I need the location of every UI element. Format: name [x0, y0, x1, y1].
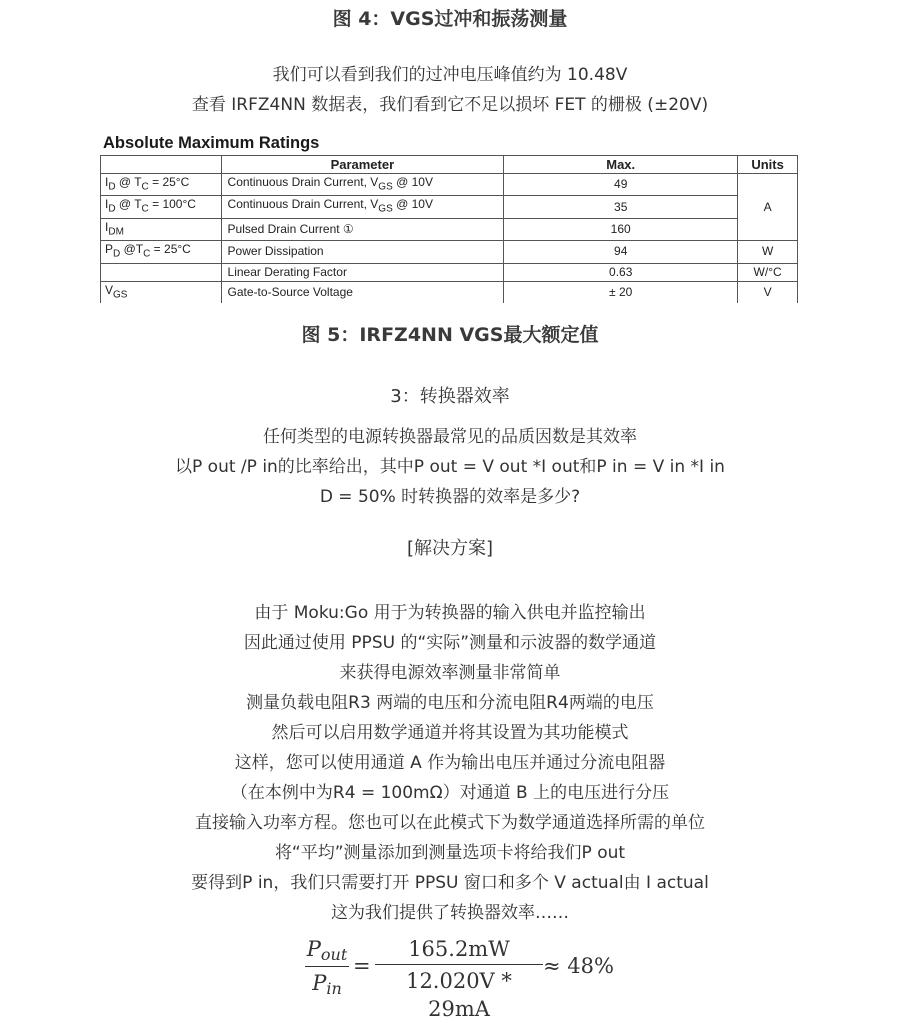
section-3-title: 3：转换器效率	[390, 386, 510, 407]
text-line: 以P out /P in的比率给出，其中P out = V out *I out和P in = V in *I in	[175, 457, 725, 477]
parameter-cell: Linear Derating Factor	[221, 263, 504, 281]
text-line: 然后可以启用数学通道并将其设置为其功能模式	[271, 723, 629, 743]
text-line: D = 50% 时转换器的效率是多少?	[319, 487, 581, 507]
rhs-denominator: 12.020V * 29mA	[406, 969, 512, 1021]
header-symbol	[101, 156, 222, 174]
table-row	[101, 281, 798, 303]
unit-cell: W/°C	[738, 263, 798, 281]
max-cell: 0.63	[504, 263, 738, 281]
header-parameter: Parameter	[221, 156, 504, 174]
text-line: 这样，您可以使用通道 A 作为输出电压并通过分流电阻器	[234, 753, 666, 773]
max-cell: 49	[504, 174, 738, 196]
symbol-cell: $P_D$ $@T_C = 25^\circ C$	[101, 241, 222, 263]
text-line: 测量负载电阻R3 两端的电压和分流电阻R4两端的电压	[246, 693, 654, 713]
table-row	[101, 263, 798, 281]
lhs-numerator: $P_{out}$	[306, 937, 348, 964]
max-cell: 94	[504, 241, 738, 263]
header-units: Units	[738, 156, 798, 174]
max-cell: 35	[504, 196, 738, 218]
parameter-cell: Gate-to-Source Voltage	[221, 281, 504, 303]
text-line: （在本例中为R4 = 100mΩ）对通道 B 上的电压进行分压	[230, 783, 670, 803]
figure-4-caption: 图 4：VGS过冲和振荡测量	[332, 8, 568, 30]
fraction-bar	[375, 964, 543, 965]
table-header-row	[101, 156, 798, 174]
fraction-bar	[305, 966, 349, 967]
max-cell: ± 20	[504, 281, 738, 303]
symbol-cell: $I_D$ @ $T_C = 25^\circ C$	[101, 174, 222, 196]
symbol-cell: $V_{GS}$	[101, 281, 222, 303]
max-cell: 160	[504, 218, 738, 240]
text-line: 要得到P in，我们只需要打开 PPSU 窗口和多个 V actual由 I actual	[191, 873, 709, 893]
absolute-max-ratings-table	[100, 155, 798, 303]
table-row	[101, 196, 798, 218]
symbol-cell: $I_{DM}$	[101, 218, 222, 240]
efficiency-formula	[300, 936, 630, 1021]
datasheet-title: Absolute Maximum Ratings	[103, 134, 320, 152]
symbol-cell: $I_D$ @ $T_C = 100^\circ C$	[101, 196, 222, 218]
text-line: 直接输入功率方程。您也可以在此模式下为数学通道选择所需的单位	[195, 813, 705, 833]
approx-result: ≈ 48%	[543, 954, 614, 978]
datasheet-table-image	[100, 134, 800, 300]
unit-cell: A	[738, 174, 798, 241]
question-paragraph	[0, 422, 900, 512]
lhs-fraction	[305, 936, 349, 999]
rhs-fraction	[375, 936, 543, 1023]
table-row	[101, 218, 798, 240]
text-line: 查看 IRFZ4NN 数据表，我们看到它不足以损坏 FET 的栅极 (±20V)	[191, 95, 709, 115]
header-max: Max.	[504, 156, 738, 174]
text-line: 将“平均”测量添加到测量选项卡将给我们P out	[274, 843, 626, 863]
figure-5-caption: 图 5：IRFZ4NN VGS最大额定值	[301, 324, 599, 346]
solution-label: [解决方案]	[406, 538, 494, 559]
lhs-denominator: $P_{in}$	[312, 971, 342, 998]
symbol-cell	[101, 263, 222, 281]
text-line: 来获得电源效率测量非常简单	[339, 663, 561, 683]
parameter-cell: Continuous Drain Current, $V_{GS}$ @ 10V	[221, 196, 504, 218]
parameter-cell: Power Dissipation	[221, 241, 504, 263]
text-line: 我们可以看到我们的过冲电压峰值约为 10.48V	[272, 65, 628, 85]
parameter-cell: Pulsed Drain Current ①	[221, 218, 504, 240]
text-line: 由于 Moku:Go 用于为转换器的输入供电并监控输出	[254, 603, 646, 623]
solution-paragraph	[0, 598, 900, 928]
table-row	[101, 241, 798, 263]
parameter-cell: Continuous Drain Current, $V_{GS}$ @ 10V	[221, 174, 504, 196]
unit-cell: V	[738, 281, 798, 303]
text-line: 任何类型的电源转换器最常见的品质因数是其效率	[263, 427, 637, 447]
text-line: 因此通过使用 PPSU 的“实际”测量和示波器的数学通道	[243, 633, 657, 653]
table-row	[101, 174, 798, 196]
equals-sign: =	[353, 954, 371, 978]
overshoot-paragraph	[0, 60, 900, 120]
rhs-numerator: 165.2mW	[408, 937, 510, 961]
text-line: 这为我们提供了转换器效率……	[331, 903, 569, 923]
unit-cell: W	[738, 241, 798, 263]
